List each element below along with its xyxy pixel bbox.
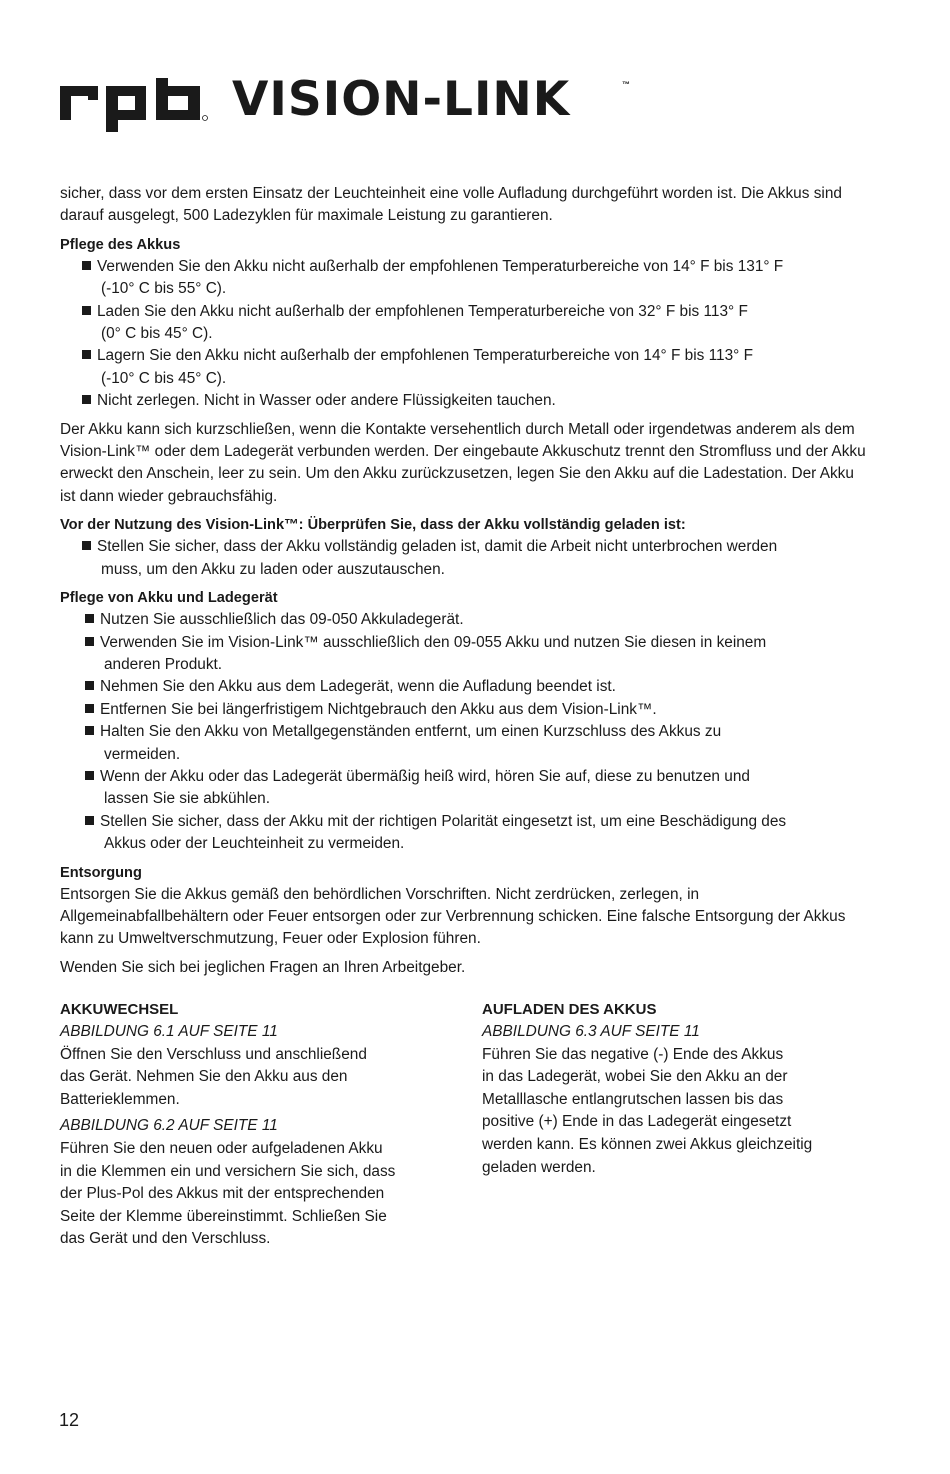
intro-paragraph: sicher, dass vor dem ersten Einsatz der Leuchteinheit eine volle Aufladung durchgeführt worden ist. Die Akkus sind darauf ausgelegt, 500 Ladezyklen für maximale Leistung zu garantieren.	[60, 185, 842, 225]
main-content	[60, 183, 870, 985]
text-line: werden kann. Es können zwei Akkus gleichzeitig	[482, 1135, 813, 1153]
list-item: Halten Sie den Akku von Metallgegenständen entfernt, um einen Kurzschluss des Akkus zu vermeiden.	[85, 721, 870, 766]
list-item: Wenn der Akku oder das Ladegerät übermäßig heiß wird, hören Sie auf, diese zu benutzen und lassen Sie sie abkühlen.	[85, 766, 870, 811]
rpb-logo	[60, 78, 210, 134]
text-line: das Gerät. Nehmen Sie den Akku aus den	[60, 1068, 348, 1086]
figure-reference: ABBILDUNG 6.2 AUF SEITE 11	[60, 1117, 278, 1135]
heading-akkuwechsel: AKKUWECHSEL	[60, 1001, 179, 1018]
vor-nutzung-list	[60, 536, 870, 581]
square-bullet-icon	[82, 541, 91, 550]
square-bullet-icon	[85, 704, 94, 713]
text-line: Führen Sie den neuen oder aufgeladenen Akku	[60, 1139, 383, 1157]
list-item: Laden Sie den Akku nicht außerhalb der empfohlenen Temperaturbereiche von 32° F bis 113° F (0° C bis 45° C).	[82, 301, 870, 346]
heading-pflege-ladegeraet: Pflege von Akku und Ladegerät	[60, 590, 278, 607]
figure-reference: ABBILDUNG 6.1 AUF SEITE 11	[60, 1023, 278, 1040]
text-line: positive (+) Ende in das Ladegerät eingesetzt	[482, 1113, 792, 1131]
square-bullet-icon	[85, 614, 94, 623]
square-bullet-icon	[85, 726, 94, 735]
square-bullet-icon	[85, 771, 94, 780]
akkuwechsel-column	[60, 999, 430, 1251]
list-item: Nutzen Sie ausschließlich das 09-050 Akkuladegerät.	[85, 609, 870, 631]
kurzschluss-paragraph: Der Akku kann sich kurzschließen, wenn die Kontakte versehentlich durch Metall oder irgendetwas anderem als dem Vision-Link™ oder dem Ladegerät verbunden werden. Der eingebaute Akkuschutz trennt den Stromfluss und der Akku erweckt den Anschein, leer zu sein. Um den Akku zurückzusetzen, legen Sie den Akku auf die Ladestation. Der Akku ist dann wieder gebrauchsfähig.	[60, 420, 866, 505]
list-item: Entfernen Sie bei längerfristigem Nichtgebrauch den Akku aus dem Vision-Link™.	[85, 699, 870, 721]
trademark-mark: ™	[622, 80, 630, 89]
text-line: in die Klemmen ein und versichern Sie sich, dass	[60, 1162, 396, 1180]
text-line: in das Ladegerät, wobei Sie den Akku an der	[482, 1068, 788, 1086]
two-column-section	[60, 999, 870, 1251]
text-line: das Gerät und den Verschluss.	[60, 1230, 271, 1248]
text-line: geladen werden.	[482, 1158, 596, 1176]
entsorgung-paragraph: Entsorgen Sie die Akkus gemäß den behördlichen Vorschriften. Nicht zerdrücken, zerlegen, in Allgemeinabfallbehältern oder Feuer entsorgen oder zur Verbrennung schicken. Eine falsche Entsorgung der Akkus kann zu Umweltverschmutzung, Feuer oder Explosion führen.	[60, 885, 846, 948]
square-bullet-icon	[82, 261, 91, 270]
square-bullet-icon	[85, 816, 94, 825]
page-number: 12	[59, 1410, 80, 1430]
pflege-akkus-list	[60, 256, 870, 413]
text-line: Batterieklemmen.	[60, 1090, 180, 1108]
heading-aufladen: AUFLADEN DES AKKUS	[482, 1001, 657, 1018]
aufladen-column	[482, 999, 852, 1251]
heading-vor-nutzung: Vor der Nutzung des Vision-Link™: Überprüfen Sie, dass der Akku vollständig geladen ist:	[60, 517, 686, 534]
square-bullet-icon	[82, 306, 91, 315]
text-line: Seite der Klemme übereinstimmt. Schließen Sie	[60, 1207, 387, 1225]
square-bullet-icon	[82, 395, 91, 404]
rpb-logo-graphic	[60, 78, 210, 134]
text-line: der Plus-Pol des Akkus mit der entsprechenden	[60, 1185, 385, 1203]
list-item: Lagern Sie den Akku nicht außerhalb der empfohlenen Temperaturbereiche von 14° F bis 113° F (-10° C bis 45° C).	[82, 345, 870, 390]
list-item: Nicht zerlegen. Nicht in Wasser oder andere Flüssigkeiten tauchen.	[82, 390, 870, 412]
list-item: Stellen Sie sicher, dass der Akku mit der richtigen Polarität eingesetzt ist, um eine Beschädigung des Akkus oder der Leuchteinheit zu vermeiden.	[85, 811, 870, 856]
text-line: Führen Sie das negative (-) Ende des Akkus	[482, 1045, 784, 1063]
square-bullet-icon	[82, 350, 91, 359]
list-item: Nehmen Sie den Akku aus dem Ladegerät, wenn die Aufladung beendet ist.	[85, 676, 870, 698]
heading-pflege-akkus: Pflege des Akkus	[60, 236, 181, 253]
heading-entsorgung: Entsorgung	[60, 864, 142, 881]
list-item: Verwenden Sie im Vision-Link™ ausschließlich den 09-055 Akku und nutzen Sie diesen in keinem anderen Produkt.	[85, 632, 870, 677]
list-item: Verwenden Sie den Akku nicht außerhalb der empfohlenen Temperaturbereiche von 14° F bis 131° F (-10° C bis 55° C).	[82, 256, 870, 301]
fragen-paragraph: Wenden Sie sich bei jeglichen Fragen an Ihren Arbeitgeber.	[60, 958, 466, 976]
square-bullet-icon	[85, 681, 94, 690]
text-line: Öffnen Sie den Verschluss und anschließend	[60, 1045, 367, 1063]
brand-title: VISION-LINK	[232, 72, 571, 127]
list-item: Stellen Sie sicher, dass der Akku vollständig geladen ist, damit die Arbeit nicht unterbrochen werden muss, um den Akku zu laden oder auszutauschen.	[82, 536, 870, 581]
pflege-ladegeraet-list	[60, 609, 870, 855]
figure-reference: ABBILDUNG 6.3 AUF SEITE 11	[482, 1023, 700, 1040]
square-bullet-icon	[85, 637, 94, 646]
text-line: Metalllasche entlangrutschen lassen bis das	[482, 1090, 784, 1108]
